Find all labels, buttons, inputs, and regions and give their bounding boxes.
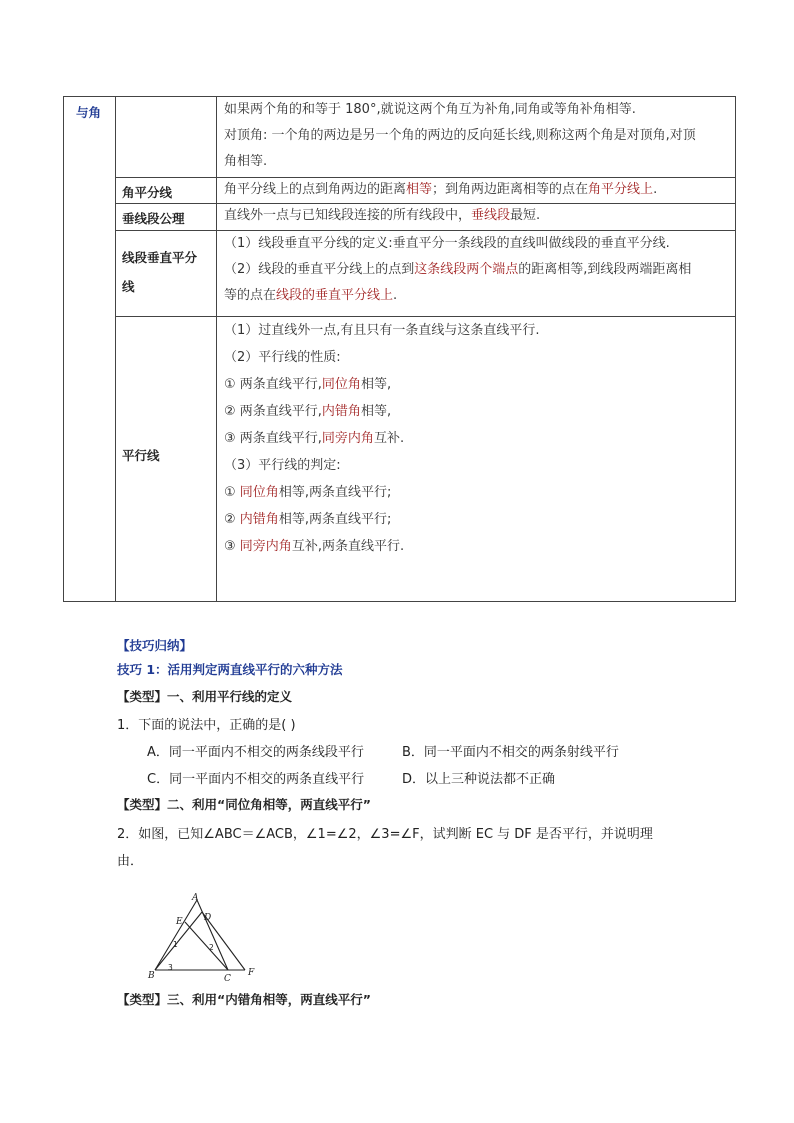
- text-line: [224, 425, 540, 452]
- knowledge-table: [63, 96, 736, 602]
- text-line: （1）过直线外一点,有且只有一条直线与这条直线平行.: [224, 323, 540, 338]
- option-b: B．同一平面内不相交的两条射线平行: [402, 745, 619, 760]
- text: ① 两条直线平行,: [224, 377, 322, 392]
- text: 相等,: [360, 377, 392, 392]
- label-a: A: [192, 893, 199, 903]
- table-divider: [115, 97, 116, 601]
- text: 直线外一点与已知线段连接的所有线段中，: [224, 208, 472, 223]
- type-heading: 【类型】一、利用平行线的定义: [117, 689, 293, 704]
- option-d: D．以上三种说法都不正确: [402, 772, 556, 787]
- text: ② 两条直线平行,: [224, 404, 322, 419]
- label-c: C: [224, 974, 231, 982]
- text: .: [653, 182, 658, 197]
- table-category: 与角: [76, 105, 102, 120]
- triangle-figure: [140, 892, 270, 982]
- bisector-cell: [224, 177, 657, 203]
- text: ②: [224, 512, 240, 527]
- text-line: [224, 479, 540, 506]
- question-2-line2: 由．: [117, 854, 144, 869]
- type-heading: 【类型】三、利用“内错角相等，两直线平行”: [117, 992, 371, 1007]
- highlight: 这条线段两个端点: [414, 262, 519, 277]
- text: ①: [224, 485, 240, 500]
- row-label-bisector: 角平分线: [122, 185, 173, 200]
- perpendicular-cell: [224, 203, 540, 229]
- text-line: [224, 506, 540, 533]
- parallel-cell: [224, 317, 540, 560]
- text-line: [224, 533, 540, 560]
- angle-3-label: 3: [168, 963, 173, 972]
- highlight: 同位角: [239, 485, 279, 500]
- row-label-parallel: 平行线: [122, 448, 160, 463]
- text: 相等,: [360, 404, 392, 419]
- text-line: [224, 371, 540, 398]
- highlight: 同旁内角: [321, 431, 374, 446]
- tip-title: 技巧 1：活用判定两直线平行的六种方法: [117, 662, 343, 677]
- label-f: F: [248, 968, 255, 978]
- text: ；到角两边距离相等的点在: [432, 182, 589, 197]
- text-line: [224, 398, 540, 425]
- label-b: B: [148, 971, 155, 981]
- text-line: [224, 283, 691, 309]
- supplementary-cell: [224, 97, 696, 175]
- text: ③ 两条直线平行,: [224, 431, 322, 446]
- angle-1-label: 1: [173, 940, 178, 949]
- label-e: E: [176, 917, 183, 927]
- text-line: [224, 257, 691, 283]
- text: 最短.: [510, 208, 541, 223]
- type-heading: 【类型】二、利用“同位角相等，两直线平行”: [117, 797, 371, 812]
- highlight: 同旁内角: [239, 539, 292, 554]
- figure-line: [155, 900, 197, 970]
- table-divider: [216, 97, 217, 601]
- text-line: （3）平行线的判定:: [224, 458, 341, 473]
- perp-bisector-cell: [224, 231, 691, 309]
- text: 互补.: [373, 431, 405, 446]
- text: 互补,两条直线平行.: [291, 539, 405, 554]
- text-line: （1）线段垂直平分线的定义:垂直平分一条线段的直线叫做线段的垂直平分线.: [224, 236, 670, 251]
- highlight: 角平分线上: [588, 182, 654, 197]
- highlight: 线段的垂直平分线上: [276, 288, 394, 303]
- text-line: 如果两个角的和等于 180°,就说这两个角互为补角,同角或等角补角相等.: [224, 102, 636, 117]
- text: 角平分线上的点到角两边的距离: [224, 182, 407, 197]
- text: （2）线段的垂直平分线上的点到: [224, 262, 415, 277]
- text: ③: [224, 539, 240, 554]
- highlight: 内错角: [239, 512, 279, 527]
- text-line: （2）平行线的性质:: [224, 350, 341, 365]
- highlight: 内错角: [321, 404, 361, 419]
- text: 相等,两条直线平行;: [278, 485, 392, 500]
- text: 的距离相等,到线段两端距离相: [518, 262, 692, 277]
- option-c: C．同一平面内不相交的两条直线平行: [147, 772, 365, 787]
- highlight: 同位角: [321, 377, 361, 392]
- text: .: [393, 288, 398, 303]
- row-label-perpendicular: 垂线段公理: [122, 211, 185, 226]
- section-heading: 【技巧归纳】: [117, 638, 193, 653]
- text: 相等,两条直线平行;: [278, 512, 392, 527]
- label-d: D: [204, 913, 212, 923]
- question-2-line1: 2．如图，已知∠ABC＝∠ACB，∠1=∠2，∠3=∠F，试判断 EC 与 DF 是否平行，并说明理: [117, 827, 653, 842]
- highlight: 相等: [406, 182, 433, 197]
- figure-line: [185, 922, 228, 970]
- option-a: A．同一平面内不相交的两条线段平行: [147, 745, 364, 760]
- text-line: 角相等.: [224, 154, 268, 169]
- figure-line: [197, 900, 228, 970]
- text-line: 对顶角: 一个角的两边是另一个角的两边的反向延长线,则称这两个角是对顶角,对顶: [224, 128, 696, 143]
- row-label-perp-bisector-2: 线: [122, 279, 135, 294]
- text: 等的点在: [224, 288, 277, 303]
- row-label-perp-bisector-1: 线段垂直平分: [122, 250, 198, 265]
- question-1: 1．下面的说法中，正确的是( ): [117, 718, 296, 733]
- angle-2-label: 2: [209, 943, 214, 952]
- highlight: 垂线段: [471, 208, 511, 223]
